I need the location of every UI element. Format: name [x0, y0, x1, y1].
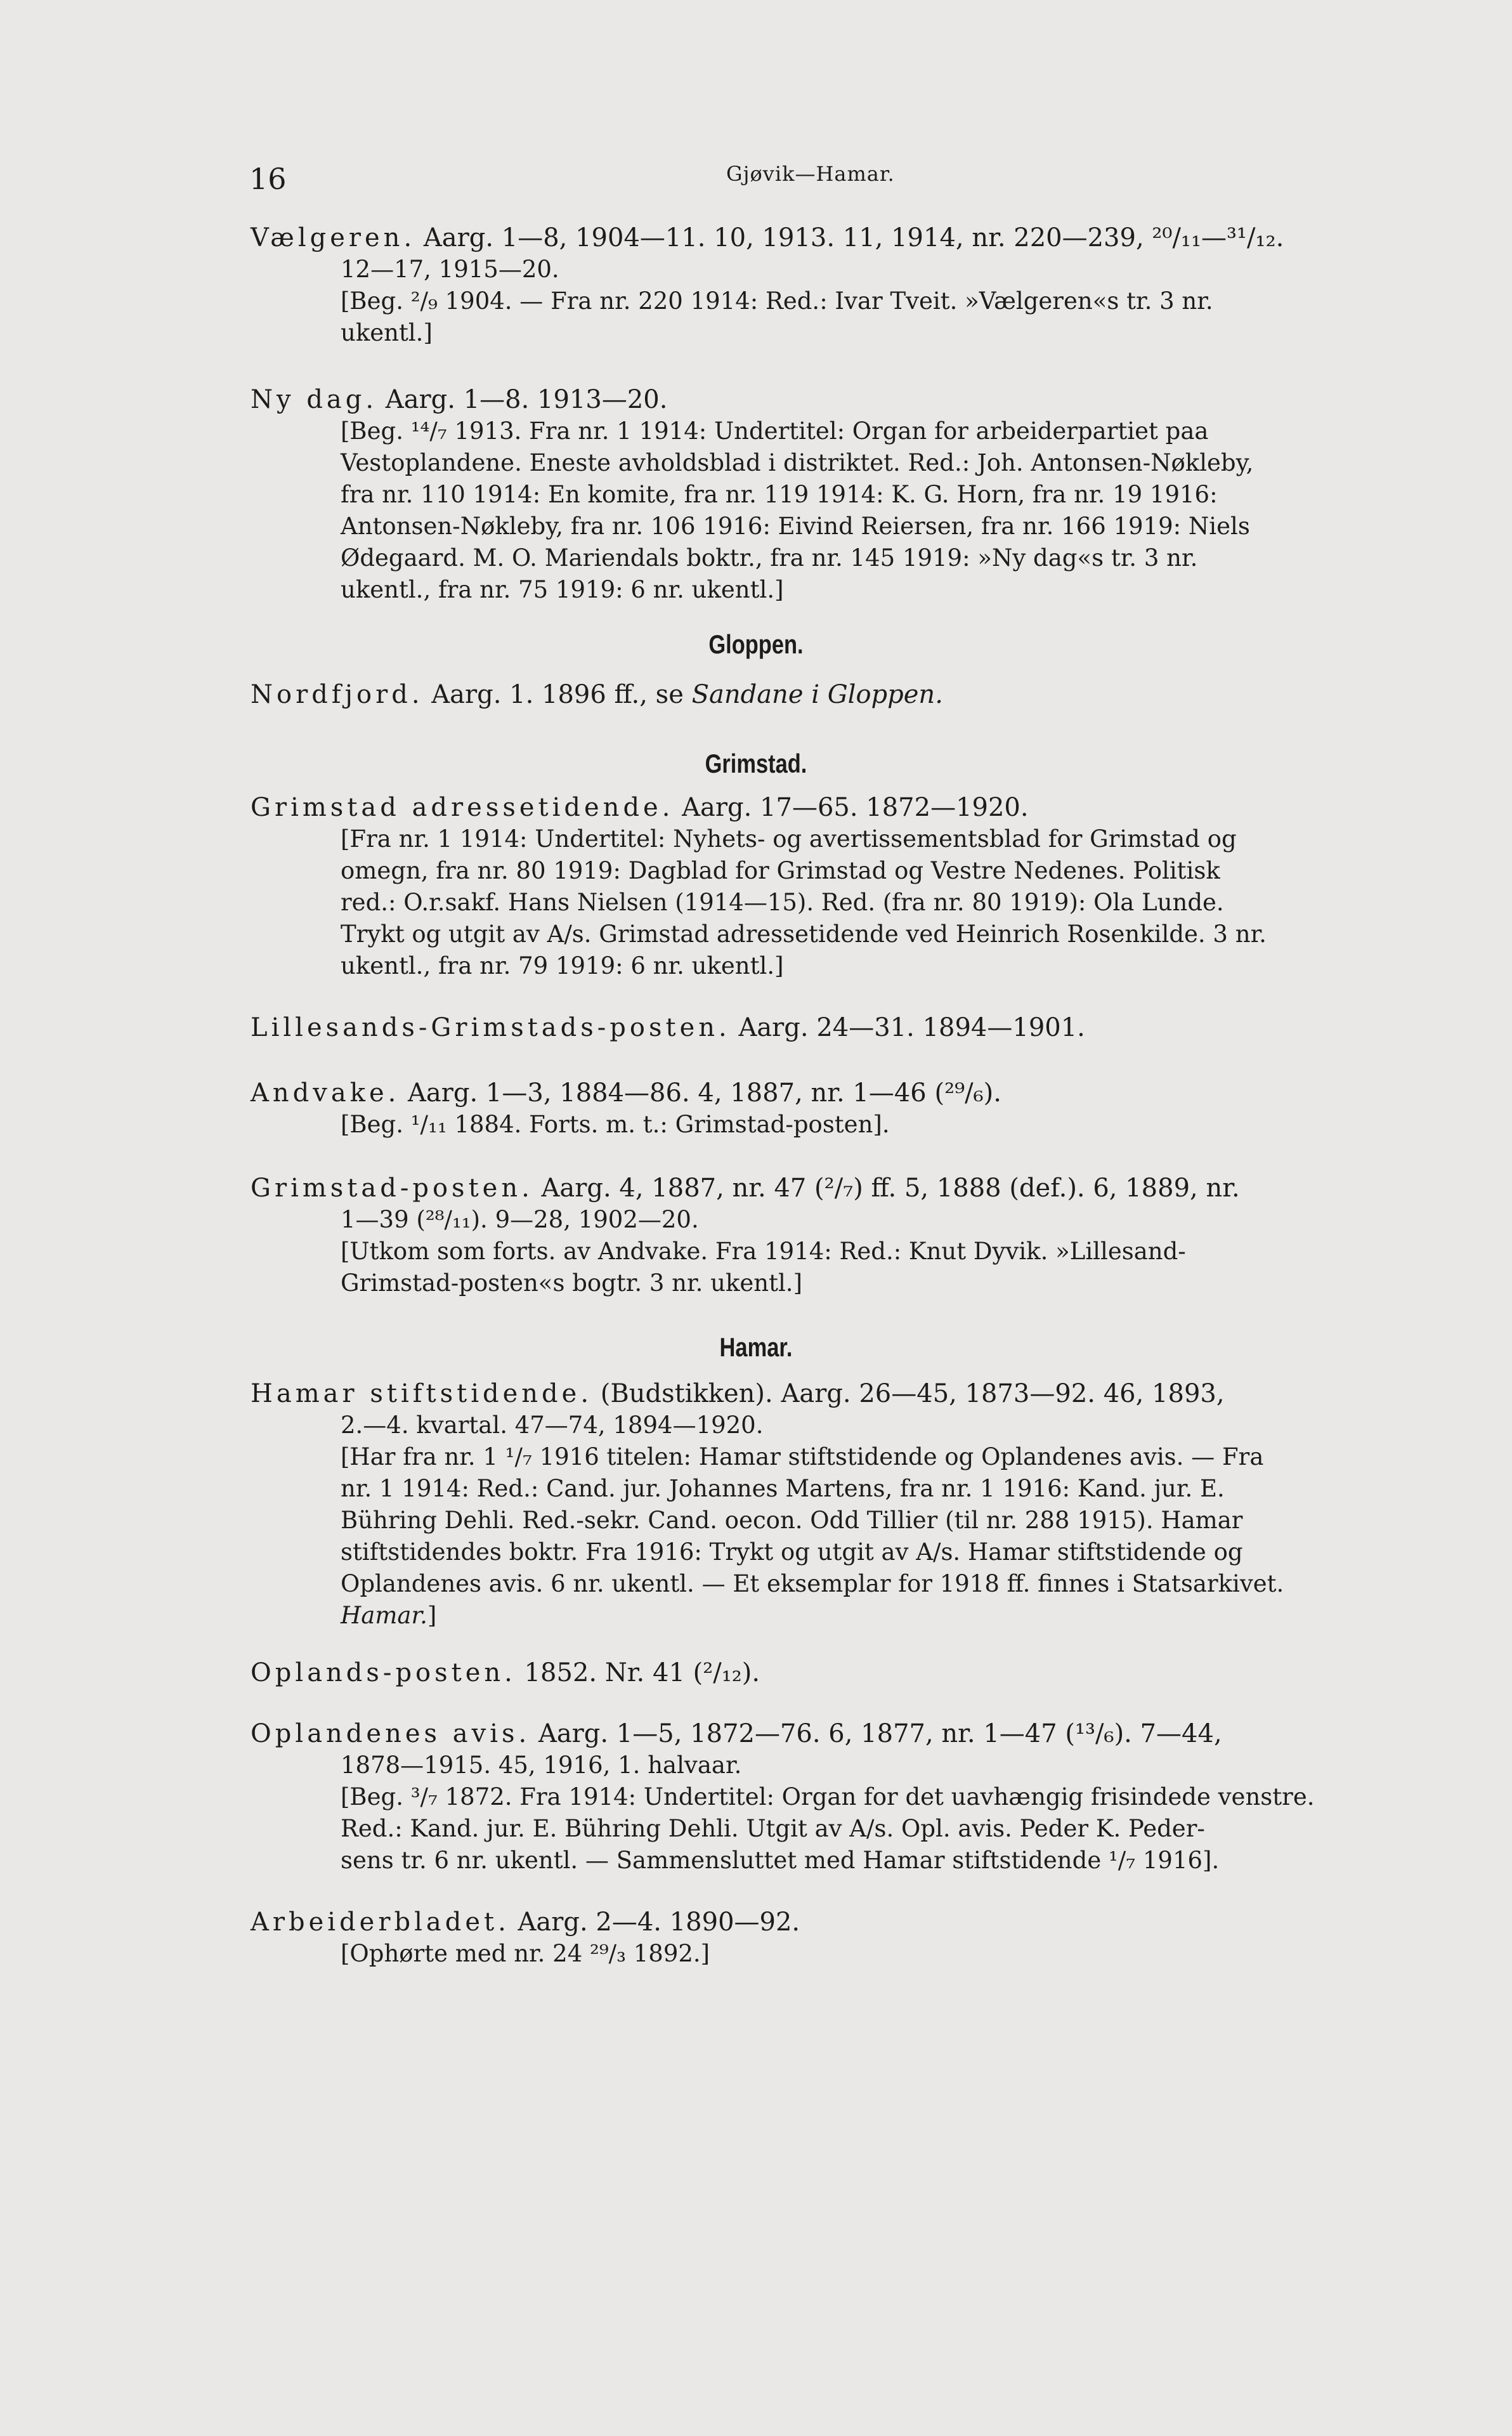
entry-text: Aarg. 1—8, 1904—11. 10, 1913. 11, 1914, nr. 220—239, ²⁰/₁₁—³¹/₁₂.: [415, 223, 1284, 252]
entry-note-line: [251, 887, 1386, 919]
entry-note-line: [251, 1204, 1386, 1236]
newspaper-title: Arbeiderbladet.: [251, 1908, 510, 1937]
entry-text: [Beg. ²/₉ 1904. — Fra nr. 220 1914: Red.: Ivar Tveit. »Vælgeren«s tr. 3 nr.: [341, 287, 1213, 315]
entry-text: [Fra nr. 1 1914: Undertitel: Nyhets- og avertissementsblad for Grimstad og: [341, 825, 1237, 853]
entry-title-line: [251, 1718, 1386, 1750]
entry-text: Aarg. 24—31. 1894—1901.: [730, 1013, 1085, 1042]
entry-note-line: [251, 823, 1386, 855]
entry-note-line: [251, 254, 1386, 285]
entry-text: Bühring Dehli. Red.-sekr. Cand. oecon. Odd Tillier (til nr. 288 1915). Hamar: [341, 1507, 1243, 1534]
newspaper-entry: [251, 1012, 1386, 1044]
entry-text: Trykt og utgit av A/s. Grimstad adressetidende ved Heinrich Rosenkilde. 3 nr.: [341, 920, 1267, 948]
entry-text: stiftstidendes boktr. Fra 1916: Trykt og utgit av A/s. Hamar stiftstidende og: [341, 1538, 1243, 1566]
entry-title-line: [251, 1077, 1386, 1109]
entry-text: [Utkom som forts. av Andvake. Fra 1914: Red.: Knut Dyvik. »Lillesand-: [341, 1238, 1186, 1265]
entry-note-line: [251, 479, 1386, 511]
entry-title-line: [251, 792, 1386, 823]
entry-note-line: [251, 919, 1386, 950]
entry-note-line: [251, 1750, 1386, 1781]
newspaper-entry: [251, 1657, 1386, 1689]
entry-text: Aarg. 1—5, 1872—76. 6, 1877, nr. 1—47 (¹³/₆). 7—44,: [530, 1719, 1222, 1748]
entry-title-line: [251, 1906, 1386, 1938]
entry-title-line: [251, 679, 1386, 710]
entry-text: Aarg. 2—4. 1890—92.: [509, 1908, 800, 1937]
entry-title-line: [251, 1012, 1386, 1044]
entry-note-line: [251, 1109, 1386, 1141]
entry-text: sens tr. 6 nr. ukentl. — Sammensluttet med Hamar stiftstidende ¹/₇ 1916].: [341, 1847, 1220, 1874]
entry-note-line: [251, 1536, 1386, 1568]
entry-note-line: [251, 285, 1386, 317]
entry-note-line: [251, 447, 1386, 479]
newspaper-title: Grimstad adressetidende.: [251, 793, 674, 822]
newspaper-entry: [251, 1378, 1386, 1632]
newspaper-entry: [251, 1077, 1386, 1141]
newspaper-title: Hamar stiftstidende.: [251, 1379, 593, 1408]
entry-text: nr. 1 1914: Red.: Cand. jur. Johannes Martens, fra nr. 1 1916: Kand. jur. E.: [341, 1475, 1225, 1502]
newspaper-entry: [251, 384, 1386, 606]
entry-text: Grimstad-posten«s bogtr. 3 nr. ukentl.]: [341, 1269, 803, 1297]
newspaper-entry: [251, 1906, 1386, 1970]
entry-text: Antonsen-Nøkleby, fra nr. 106 1916: Eivind Reiersen, fra nr. 166 1919: Niels: [341, 513, 1250, 540]
entry-text: 1878—1915. 45, 1916, 1. halvaar.: [341, 1752, 742, 1779]
section-heading: Hamar.: [719, 1332, 793, 1362]
entry-note-line: [251, 1568, 1386, 1600]
entry-note-line: [251, 1813, 1386, 1845]
entry-text: Ødegaard. M. O. Mariendals boktr., fra nr. 145 1919: »Ny dag«s tr. 3 nr.: [341, 544, 1198, 572]
entry-note-line: [251, 1267, 1386, 1299]
entry-text: Oplandenes avis. 6 nr. ukentl. — Et eksemplar for 1918 ff. finnes i Statsarkivet.: [341, 1570, 1284, 1597]
entry-text: [Ophørte med nr. 24 ²⁹/₃ 1892.]: [341, 1940, 710, 1967]
entry-note-line: [251, 574, 1386, 606]
entry-text: Aarg. 17—65. 1872—1920.: [674, 793, 1029, 822]
entry-text: 2.—4. kvartal. 47—74, 1894—1920.: [341, 1411, 764, 1439]
newspaper-entry: [251, 1172, 1386, 1299]
entry-italic-text: Hamar.: [341, 1602, 427, 1629]
entry-note-line: [251, 542, 1386, 574]
entry-text: ukentl., fra nr. 75 1919: 6 nr. ukentl.]: [341, 576, 784, 603]
entry-title-line: [251, 384, 1386, 416]
entry-note-line: [251, 511, 1386, 542]
newspaper-title: Andvake.: [251, 1078, 400, 1108]
entry-text: omegn, fra nr. 80 1919: Dagblad for Grimstad og Vestre Nedenes. Politisk: [341, 857, 1220, 884]
newspaper-title: Lillesands-Grimstads-posten.: [251, 1013, 731, 1042]
entry-text: ukentl.]: [341, 319, 433, 346]
entry-note-line: [251, 416, 1386, 447]
newspaper-title: Vælgeren.: [251, 223, 416, 252]
entry-text: Aarg. 1—3, 1884—86. 4, 1887, nr. 1—46 (²⁹/₆).: [400, 1078, 1001, 1108]
entry-text: [Beg. ³/₇ 1872. Fra 1914: Undertitel: Organ for det uavhængig frisindede venstre.: [341, 1783, 1315, 1811]
entry-note-line: [251, 317, 1386, 349]
entry-note-line: [251, 1938, 1386, 1970]
newspaper-title: Grimstad-posten.: [251, 1174, 533, 1203]
entry-text: Aarg. 1—8. 1913—20.: [377, 385, 668, 414]
newspaper-title: Oplands-posten.: [251, 1658, 516, 1687]
entry-text: (Budstikken). Aarg. 26—45, 1873—92. 46, 1893,: [592, 1379, 1225, 1408]
entry-text: Vestoplandene. Eneste avholdsblad i distriktet. Red.: Joh. Antonsen-Nøkleby,: [341, 449, 1254, 476]
entry-text: 1852. Nr. 41 (²/₁₂).: [516, 1658, 760, 1687]
entry-note-line: [251, 1473, 1386, 1505]
newspaper-title: Oplandenes avis.: [251, 1719, 531, 1748]
entry-title-line: [251, 1657, 1386, 1689]
entry-note-line: [251, 1845, 1386, 1876]
entry-note-line: [251, 1236, 1386, 1267]
entry-text: Red.: Kand. jur. E. Bühring Dehli. Utgit av A/s. Opl. avis. Peder K. Peder-: [341, 1815, 1205, 1842]
entry-text: [Beg. ¹/₁₁ 1884. Forts. m. t.: Grimstad-posten].: [341, 1111, 890, 1138]
entry-title-line: [251, 1172, 1386, 1204]
entry-title-line: [251, 1378, 1386, 1410]
entry-title-line: [251, 222, 1386, 254]
newspaper-entry: [251, 222, 1386, 349]
entry-note-line: [251, 1600, 1386, 1632]
entry-note-line: [251, 1505, 1386, 1536]
entry-text: 12—17, 1915—20.: [341, 256, 559, 283]
newspaper-title: Ny dag.: [251, 385, 378, 414]
section-heading: Grimstad.: [705, 749, 807, 778]
entry-note-line: [251, 950, 1386, 982]
entry-text: 1—39 (²⁸/₁₁). 9—28, 1902—20.: [341, 1206, 699, 1233]
newspaper-entry: [251, 1718, 1386, 1876]
entry-note-line: [251, 1781, 1386, 1813]
entry-text: fra nr. 110 1914: En komite, fra nr. 119 1914: K. G. Horn, fra nr. 19 1916:: [341, 481, 1218, 508]
entry-text: [Har fra nr. 1 ¹/₇ 1916 titelen: Hamar stiftstidende og Oplandenes avis. — Fra: [341, 1443, 1264, 1470]
entry-note-line: [251, 855, 1386, 887]
section-heading: Gloppen.: [708, 629, 804, 659]
entry-text: Aarg. 4, 1887, nr. 47 (²/₇) ff. 5, 1888 (def.). 6, 1889, nr.: [533, 1174, 1240, 1203]
entry-text: [Beg. ¹⁴/₇ 1913. Fra nr. 1 1914: Undertitel: Organ for arbeiderpartiet paa: [341, 417, 1209, 445]
entry-text: red.: O.r.sakf. Hans Nielsen (1914—15). Red. (fra nr. 80 1919): Ola Lunde.: [341, 889, 1224, 916]
entry-italic-text: Sandane i Gloppen.: [691, 680, 943, 709]
entry-note-line: [251, 1410, 1386, 1441]
newspaper-title: Nordfjord.: [251, 680, 424, 709]
entry-text: ukentl., fra nr. 79 1919: 6 nr. ukentl.]: [341, 952, 784, 979]
entry-text: ]: [427, 1602, 437, 1629]
newspaper-entry: [251, 679, 1386, 710]
page-number: 16: [249, 162, 287, 196]
newspaper-entry: [251, 792, 1386, 982]
entry-text: Aarg. 1. 1896 ff., se: [423, 680, 692, 709]
entry-note-line: [251, 1441, 1386, 1473]
running-head: Gjøvik—Hamar.: [726, 162, 895, 186]
